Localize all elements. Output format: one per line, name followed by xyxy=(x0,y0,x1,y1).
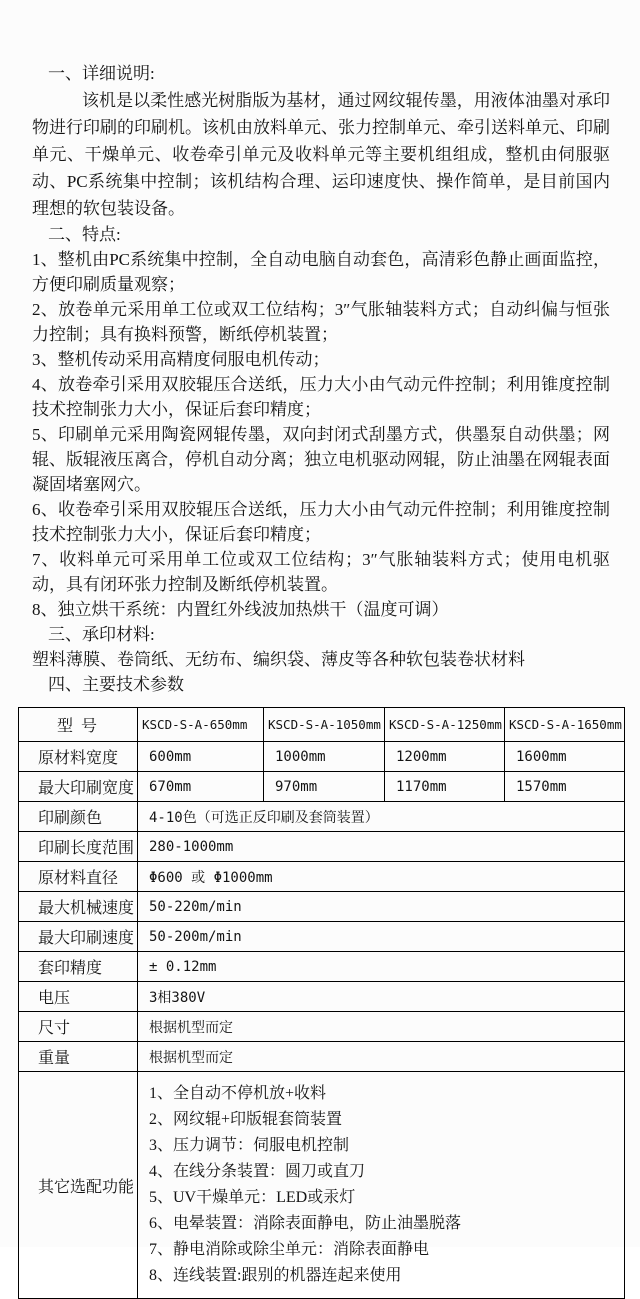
spec-row-dimensions xyxy=(19,1012,625,1042)
spec-value-cell: 1170mm xyxy=(385,772,505,802)
substrate-materials-text: 塑料薄膜、卷筒纸、无纺布、编织袋、薄皮等各种软包装卷状材料 xyxy=(32,650,525,669)
spec-row-registration-accuracy xyxy=(19,952,625,982)
spec-label-cell: 最大机械速度 xyxy=(19,892,138,922)
feature-item-3: 3、整机传动采用高精度伺服电机传动； xyxy=(32,350,330,369)
section-substrate-materials xyxy=(32,622,610,672)
model-value-cell: KSCD-S-A-1050mm xyxy=(264,708,385,742)
option-item-1: 1、全自动不停机放+收料 xyxy=(149,1085,327,1102)
option-item-3: 3、压力调节：伺服电机控制 xyxy=(149,1137,350,1154)
spec-label-cell: 尺寸 xyxy=(19,1012,138,1042)
spec-row-material-width xyxy=(19,742,625,772)
section-technical-parameters xyxy=(32,672,610,697)
spec-label-cell: 重量 xyxy=(19,1042,138,1072)
spec-label-cell: 印刷颜色 xyxy=(19,802,138,832)
spec-row-material-diameter xyxy=(19,862,625,892)
spec-row-print-length-range xyxy=(19,832,625,862)
option-item-7: 7、静电消除或除尘单元：消除表面静电 xyxy=(149,1241,430,1258)
detailed-description-text: 该机是以柔性感光树脂版为基材，通过网纹辊传墨，用液体油墨对承印物进行印刷的印刷机。该机由放料单元、张力控制单元、牵引送料单元、印刷单元、干燥单元、收卷牵引单元及收料单元等主要机组组成，整机由伺服驱动、PC系统集中控制；该机结构合理、运印速度快、操作简单，是目前国内理想的软包装设备。 xyxy=(32,91,610,218)
feature-item-2: 2、放卷单元采用单工位或双工位结构；3″气胀轴装料方式；自动纠偏与恒张力控制；具有换料预警，断纸停机装置； xyxy=(32,300,610,344)
spec-row-print-colors xyxy=(19,802,625,832)
spec-value-cell: 根据机型而定 xyxy=(138,1012,625,1042)
spec-value-cell: Φ600 或 Φ1000mm xyxy=(138,862,625,892)
spec-label-cell: 电压 xyxy=(19,982,138,1012)
spec-label-cell: 套印精度 xyxy=(19,952,138,982)
spec-value-cell: 1600mm xyxy=(505,742,625,772)
feature-item-7: 7、收料单元可采用单工位或双工位结构；3″气胀轴装料方式；使用电机驱动，具有闭环张力控制及断纸停机装置。 xyxy=(32,550,610,594)
heading-features: 二、特点: xyxy=(48,225,121,244)
option-item-8: 8、连线装置:跟别的机器连起来使用 xyxy=(149,1267,402,1284)
feature-item-8: 8、独立烘干系统：内置红外线波加热烘干（温度可调） xyxy=(32,600,449,619)
spec-row-weight xyxy=(19,1042,625,1072)
heading-detailed-description: 一、详细说明: xyxy=(48,64,155,83)
spec-value-cell: 670mm xyxy=(138,772,264,802)
spec-table xyxy=(18,707,625,1299)
spec-row-voltage xyxy=(19,982,625,1012)
spec-row-model xyxy=(19,708,625,742)
spec-value-cell: 根据机型而定 xyxy=(138,1042,625,1072)
spec-label-cell: 原材料直径 xyxy=(19,862,138,892)
spec-value-cell: 50-220m/min xyxy=(138,892,625,922)
spec-label-cell: 印刷长度范围 xyxy=(19,832,138,862)
option-item-2: 2、网纹辊+印版辊套筒装置 xyxy=(149,1111,343,1128)
spec-value-cell: 4-10色（可选正反印刷及套筒装置） xyxy=(138,802,625,832)
spec-row-max-mechanical-speed xyxy=(19,892,625,922)
spec-row-max-print-width xyxy=(19,772,625,802)
spec-value-cell: 600mm xyxy=(138,742,264,772)
heading-substrate-materials: 三、承印材料: xyxy=(48,625,155,644)
heading-technical-parameters: 四、主要技术参数 xyxy=(48,675,184,694)
feature-item-4: 4、放卷牵引采用双胶辊压合送纸，压力大小由气动元件控制；利用锥度控制技术控制张力大小，保证后套印精度； xyxy=(32,375,610,419)
spec-value-cell: 3相380V xyxy=(138,982,625,1012)
option-item-4: 4、在线分条装置：圆刀或直刀 xyxy=(149,1163,366,1180)
model-value-cell: KSCD-S-A-1250mm xyxy=(385,708,505,742)
spec-value-cell: ± 0.12mm xyxy=(138,952,625,982)
options-label-cell: 其它选配功能 xyxy=(19,1072,138,1299)
spec-value-cell: 970mm xyxy=(264,772,385,802)
spec-label-cell: 最大印刷速度 xyxy=(19,922,138,952)
option-item-6: 6、电晕装置：消除表面静电，防止油墨脱落 xyxy=(149,1215,462,1232)
spec-value-cell: 50-200m/min xyxy=(138,922,625,952)
spec-value-cell: 1000mm xyxy=(264,742,385,772)
spec-value-cell: 280-1000mm xyxy=(138,832,625,862)
option-item-5: 5、UV干燥单元：LED或汞灯 xyxy=(149,1189,356,1206)
section-detailed-description xyxy=(32,60,610,222)
spec-value-cell: 1570mm xyxy=(505,772,625,802)
spec-row-optional-features xyxy=(19,1072,625,1299)
feature-item-5: 5、印刷单元采用陶瓷网辊传墨，双向封闭式刮墨方式，供墨泵自动供墨；网辊、版辊液压离合，停机自动分离；独立电机驱动网辊，防止油墨在网辊表面凝固堵塞网穴。 xyxy=(32,425,610,494)
spec-label-cell: 最大印刷宽度 xyxy=(19,772,138,802)
spec-label-cell: 原材料宽度 xyxy=(19,742,138,772)
model-value-cell: KSCD-S-A-1650mm xyxy=(505,708,625,742)
section-features xyxy=(32,222,610,622)
model-value-cell: KSCD-S-A-650mm xyxy=(138,708,264,742)
feature-item-1: 1、整机由PC系统集中控制，全自动电脑自动套色，高清彩色静止画面监控，方便印刷质量观察； xyxy=(32,250,610,294)
feature-item-6: 6、收卷牵引采用双胶辊压合送纸，压力大小由气动元件控制；利用锥度控制技术控制张力大小，保证后套印精度； xyxy=(32,500,610,544)
model-label-cell: 型 号 xyxy=(19,708,138,742)
spec-value-cell: 1200mm xyxy=(385,742,505,772)
options-value-cell xyxy=(138,1072,625,1299)
spec-row-max-print-speed xyxy=(19,922,625,952)
